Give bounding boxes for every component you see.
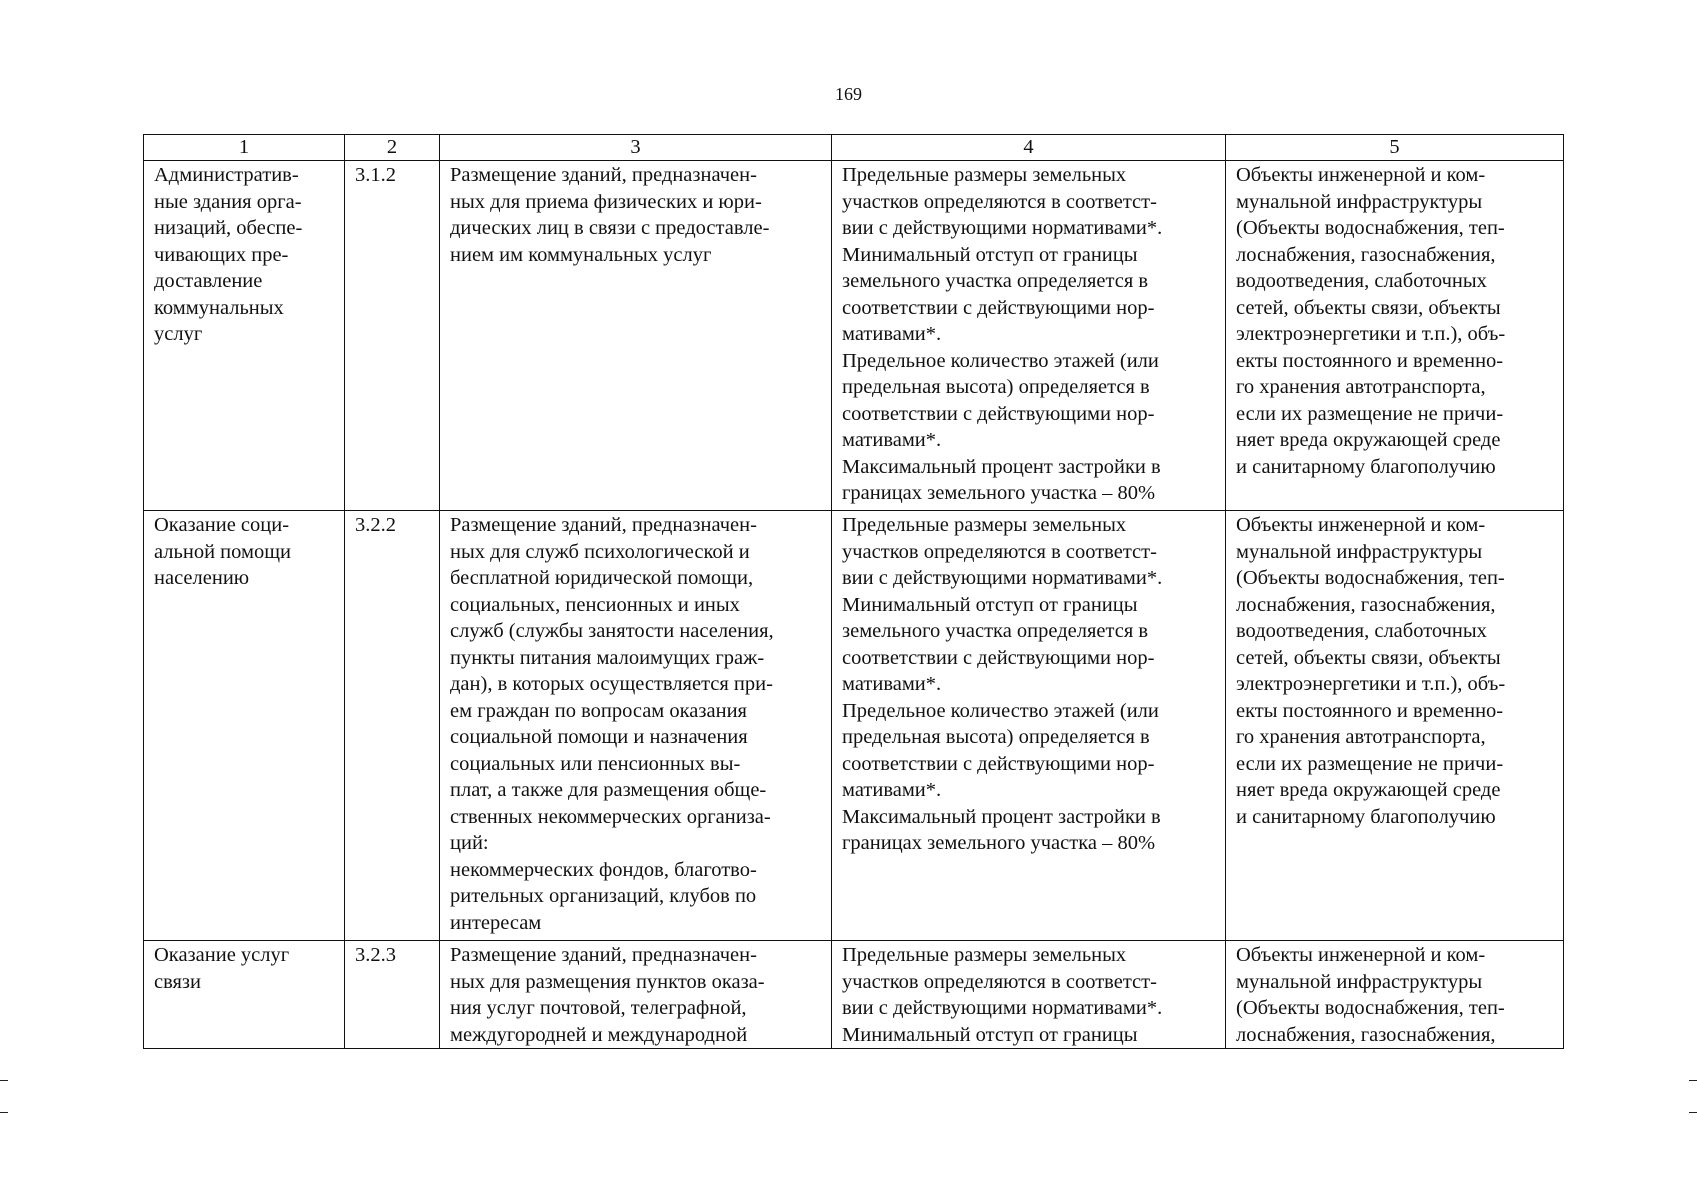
use-name-cell: Административ- ные здания орга- низаций, обеспе- чивающих пре- доставление коммунальных услуг [144,161,345,511]
scan-edge-mark [1689,1112,1697,1113]
page-number: 169 [835,84,862,104]
column-number-row [144,135,1564,161]
column-header-2: 2 [345,135,440,161]
use-code-cell: 3.1.2 [345,161,440,511]
table-row [144,511,1564,941]
use-description-cell: Размещение зданий, предназначен- ных для размещения пунктов оказа- ния услуг почтовой, телеграфной, междугородней и международной [440,941,832,1049]
land-use-table [143,134,1564,1049]
parameters-cell: Предельные размеры земельных участков определяются в соответст- вии с действующими нормативами*. Минимальный отступ от границы [832,941,1226,1049]
table-row [144,941,1564,1049]
use-name-cell: Оказание услуг связи [144,941,345,1049]
table-row [144,161,1564,511]
auxiliary-uses-cell: Объекты инженерной и ком- мунальной инфраструктуры (Объекты водоснабжения, теп- лоснабжения, газоснабжения, водоотведения, слаботочных сетей, объекты связи, объекты электроэнергетики и т.п.), объ- екты постоянного и временно- го хранения автотранспорта, если их размещение не причи- няет вреда окружающей среде и санитарному благополучию [1226,511,1564,941]
use-name-cell: Оказание соци- альной помощи населению [144,511,345,941]
scan-edge-mark [0,1080,8,1081]
column-header-4: 4 [832,135,1226,161]
scan-edge-mark [0,1112,8,1113]
column-header-5: 5 [1226,135,1564,161]
use-code-cell: 3.2.3 [345,941,440,1049]
column-header-3: 3 [440,135,832,161]
scan-edge-mark [1689,1080,1697,1081]
use-code-cell: 3.2.2 [345,511,440,941]
column-header-1: 1 [144,135,345,161]
use-description-cell: Размещение зданий, предназначен- ных для служб психологической и бесплатной юридической помощи, социальных, пенсионных и иных служб (службы занятости населения, пункты питания малоимущих граж- дан), в которых осуществляется при- ем граждан по вопросам оказания социальной помощи и назначения социальных или пенсионных вы- плат, а также для размещения обще- ственных некоммерческих организа- ций: некоммерческих фондов, благотво- рительных организаций, клубов по интересам [440,511,832,941]
auxiliary-uses-cell: Объекты инженерной и ком- мунальной инфраструктуры (Объекты водоснабжения, теп- лоснабжения, газоснабжения, водоотведения, слаботочных сетей, объекты связи, объекты электроэнергетики и т.п.), объ- екты постоянного и временно- го хранения автотранспорта, если их размещение не причи- няет вреда окружающей среде и санитарному благополучию [1226,161,1564,511]
auxiliary-uses-cell: Объекты инженерной и ком- мунальной инфраструктуры (Объекты водоснабжения, теп- лоснабжения, газоснабжения, [1226,941,1564,1049]
use-description-cell: Размещение зданий, предназначен- ных для приема физических и юри- дических лиц в связи с предоставле- нием им коммунальных услуг [440,161,832,511]
parameters-cell: Предельные размеры земельных участков определяются в соответст- вии с действующими нормативами*. Минимальный отступ от границы земельного участка определяется в соответствии с действующими нор- мативами*. Предельное количество этажей (или предельная высота) определяется в соответствии с действующими нор- мативами*. Максимальный процент застройки в границах земельного участка – 80% [832,161,1226,511]
parameters-cell: Предельные размеры земельных участков определяются в соответст- вии с действующими нормативами*. Минимальный отступ от границы земельного участка определяется в соответствии с действующими нор- мативами*. Предельное количество этажей (или предельная высота) определяется в соответствии с действующими нор- мативами*. Максимальный процент застройки в границах земельного участка – 80% [832,511,1226,941]
